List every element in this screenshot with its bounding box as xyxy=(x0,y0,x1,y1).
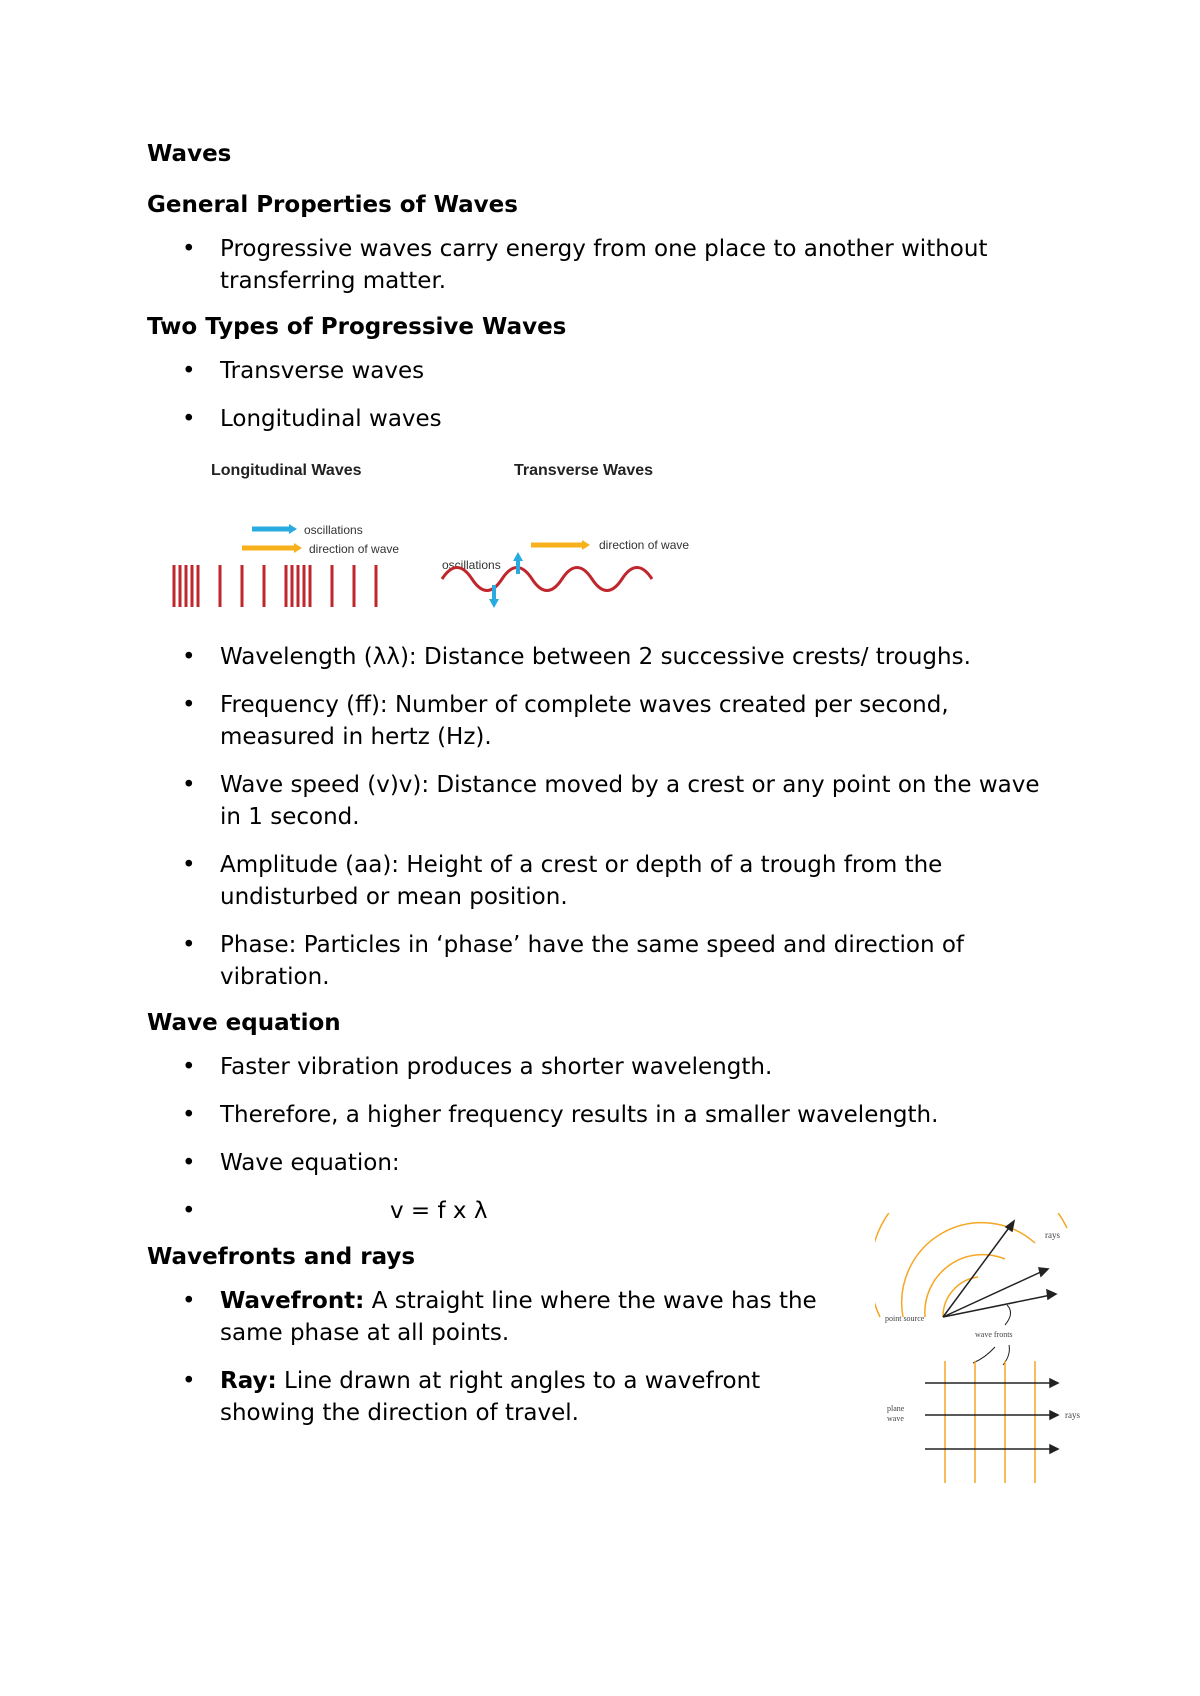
rays-label-bottom: rays xyxy=(1065,1410,1080,1420)
heading-types: Two Types of Progressive Waves xyxy=(147,314,567,340)
heading-wave-equation: Wave equation xyxy=(147,1010,341,1036)
oscillations-label: oscillations xyxy=(304,523,363,537)
wave-types-figure xyxy=(144,451,754,621)
direction-arrow-icon xyxy=(242,543,302,553)
definition-wavefront xyxy=(147,1285,860,1349)
definition-wave-speed: • Wave speed (v)v): Distance moved by a crest or any point on the wave in 1 second. xyxy=(147,769,1047,833)
direction-arrow-icon xyxy=(531,540,590,550)
wave-equation-list xyxy=(147,1051,1047,1227)
definition-wavelength: • Wavelength (λλ): Distance between 2 successive crests/ troughs. xyxy=(147,641,1047,673)
oscillations-label-2: oscillations xyxy=(442,558,501,572)
page-title: Waves xyxy=(147,141,232,167)
direction-label: direction of wave xyxy=(309,542,400,556)
plane-label: plane xyxy=(887,1404,905,1413)
definition-frequency: • Frequency (ff): Number of complete waves created per second, measured in hertz (Hz). xyxy=(147,689,1047,753)
definitions-list xyxy=(147,641,1047,993)
wavefront-text: A straight line where the wave has the same phase at all points. xyxy=(220,1288,817,1346)
longitudinal-title: Longitudinal Waves xyxy=(211,462,362,479)
types-list xyxy=(147,355,1047,435)
definition-phase: • Phase: Particles in ‘phase’ have the same speed and direction of vibration. xyxy=(147,929,1047,993)
list-item: • Transverse waves xyxy=(147,355,1047,387)
heading-general-properties: General Properties of Waves xyxy=(147,192,518,218)
rays-label-top: rays xyxy=(1045,1230,1060,1240)
list-item: • Faster vibration produces a shorter wavelength. xyxy=(147,1051,1047,1083)
definition-ray xyxy=(147,1365,860,1429)
list-item: • Longitudinal waves xyxy=(147,403,1047,435)
longitudinal-wave-lines xyxy=(174,565,376,607)
list-item: • Wave equation: xyxy=(147,1147,1047,1179)
plane-wavefronts xyxy=(945,1361,1035,1483)
wavefront-term: Wavefront: xyxy=(220,1288,365,1314)
direction-label-2: direction of wave xyxy=(599,538,690,552)
circular-wavefronts xyxy=(875,1213,1067,1317)
wavefronts-label: wave fronts xyxy=(975,1330,1013,1339)
ray-term: Ray: xyxy=(220,1368,277,1394)
point-source-rays xyxy=(943,1221,1056,1317)
list-item: • Progressive waves carry energy from one place to another without transferring matter. xyxy=(147,233,1047,297)
wave-equation-formula: v = f x λ xyxy=(390,1198,488,1224)
definition-amplitude: • Amplitude (aa): Height of a crest or depth of a trough from the undisturbed or mean position. xyxy=(147,849,1047,913)
heading-wavefronts: Wavefronts and rays xyxy=(147,1244,416,1270)
ray-text: Line drawn at right angles to a wavefront showing the direction of travel. xyxy=(220,1368,761,1426)
wave-label: wave xyxy=(887,1414,904,1423)
document xyxy=(147,140,1080,1445)
oscillation-arrow-icon xyxy=(252,524,297,534)
general-properties-list xyxy=(147,233,1047,297)
wavefronts-rays-diagram xyxy=(875,1213,1115,1488)
transverse-title: Transverse Waves xyxy=(514,462,654,479)
list-item: • Therefore, a higher frequency results in a smaller wavelength. xyxy=(147,1099,1047,1131)
oscillation-up-arrow-icon xyxy=(513,552,523,574)
wavefronts-section xyxy=(147,1230,1080,1429)
point-source-label: point source xyxy=(885,1314,925,1323)
